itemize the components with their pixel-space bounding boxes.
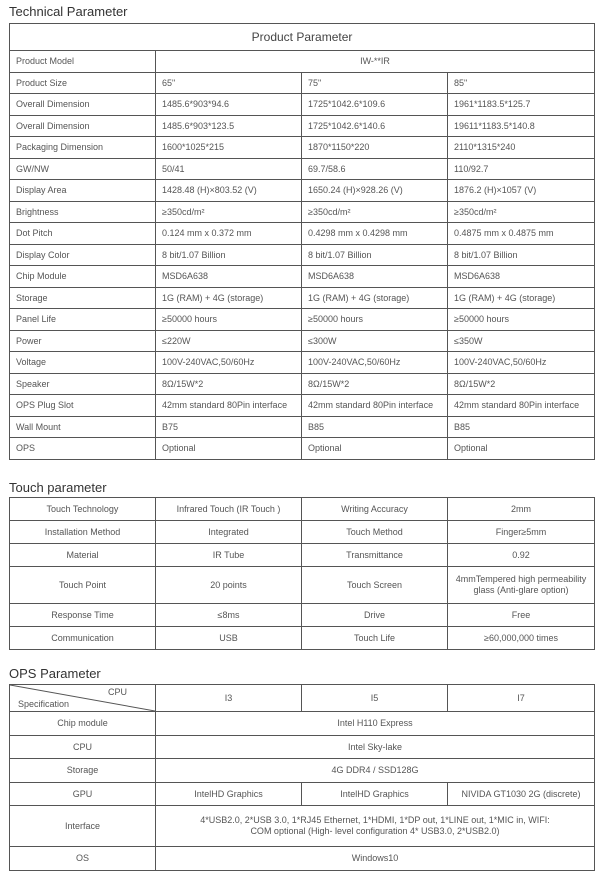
ops-value: Intel Sky-lake (156, 735, 595, 759)
technical-row-value: ≥50000 hours (302, 309, 448, 331)
touch-row (10, 498, 595, 521)
technical-row-value: 1876.2 (H)×1057 (V) (448, 180, 595, 202)
technical-row-label: Storage (10, 287, 156, 309)
technical-row-value: 1485.6*903*94.6 (156, 94, 302, 116)
technical-row (10, 373, 595, 395)
touch-value: Finger≥5mm (448, 521, 595, 544)
technical-row-value: 100V-240VAC,50/60Hz (302, 352, 448, 374)
technical-row-value: 42mm standard 80Pin interface (448, 395, 595, 417)
touch-value: USB (156, 627, 302, 650)
ops-value: IntelHD Graphics (156, 782, 302, 806)
ops-value: 4G DDR4 / SSD128G (156, 759, 595, 783)
technical-row-label: Product Size (10, 72, 156, 94)
technical-row-value: 0.4298 mm x 0.4298 mm (302, 223, 448, 245)
technical-row-value: 75" (302, 72, 448, 94)
technical-row-value: 1961*1183.5*125.7 (448, 94, 595, 116)
technical-section-title: Technical Parameter (9, 4, 128, 19)
ops-label: GPU (10, 782, 156, 806)
ops-value: Intel H110 Express (156, 712, 595, 736)
technical-row (10, 244, 595, 266)
technical-row-value: ≤300W (302, 330, 448, 352)
ops-value: Windows10 (156, 847, 595, 871)
technical-row (10, 395, 595, 417)
touch-value: Integrated (156, 521, 302, 544)
technical-row-value: 1600*1025*215 (156, 137, 302, 159)
technical-row-value: 8Ω/15W*2 (156, 373, 302, 395)
technical-row-value: 100V-240VAC,50/60Hz (448, 352, 595, 374)
touch-value: 0.92 (448, 544, 595, 567)
technical-row (10, 416, 595, 438)
touch-label: Installation Method (10, 521, 156, 544)
technical-row-value: 19611*1183.5*140.8 (448, 115, 595, 137)
ops-label: Chip module (10, 712, 156, 736)
technical-row-value: 8 bit/1.07 Billion (448, 244, 595, 266)
touch-value: IR Tube (156, 544, 302, 567)
technical-row-label: OPS Plug Slot (10, 395, 156, 417)
touch-label: Touch Point (10, 567, 156, 604)
ops-value: NIVIDA GT1030 2G (discrete) (448, 782, 595, 806)
touch-value: ≤8ms (156, 604, 302, 627)
technical-row-value: 69.7/58.6 (302, 158, 448, 180)
technical-row-value: 1G (RAM) + 4G (storage) (156, 287, 302, 309)
technical-row (10, 309, 595, 331)
technical-row-label: Wall Mount (10, 416, 156, 438)
technical-row (10, 287, 595, 309)
technical-row-label: Panel Life (10, 309, 156, 331)
technical-row-value: IW-**IR (156, 51, 595, 73)
technical-row-value: MSD6A638 (156, 266, 302, 288)
touch-label: Transmittance (302, 544, 448, 567)
technical-row-value: ≥350cd/m² (448, 201, 595, 223)
touch-value: Free (448, 604, 595, 627)
technical-row-value: Optional (302, 438, 448, 460)
technical-row-value: 1870*1150*220 (302, 137, 448, 159)
technical-table (9, 23, 595, 460)
technical-row-label: Display Color (10, 244, 156, 266)
technical-row-value: 1650.24 (H)×928.26 (V) (302, 180, 448, 202)
technical-row-label: Packaging Dimension (10, 137, 156, 159)
touch-table (9, 497, 595, 650)
technical-row-value: MSD6A638 (448, 266, 595, 288)
technical-row-value: 1G (RAM) + 4G (storage) (302, 287, 448, 309)
touch-label: Touch Method (302, 521, 448, 544)
technical-row-value: Optional (156, 438, 302, 460)
touch-value: 2mm (448, 498, 595, 521)
technical-row (10, 137, 595, 159)
technical-row-value: 65" (156, 72, 302, 94)
technical-row-value: B85 (302, 416, 448, 438)
ops-col-i7: I7 (448, 685, 595, 712)
technical-row-value: ≤350W (448, 330, 595, 352)
technical-row-label: Speaker (10, 373, 156, 395)
ops-corner-spec: Specification (18, 699, 70, 709)
touch-label: Drive (302, 604, 448, 627)
technical-row-value: 110/92.7 (448, 158, 595, 180)
technical-row (10, 201, 595, 223)
technical-row-value: B75 (156, 416, 302, 438)
touch-value: 4mmTempered high permeability glass (Anti-glare option) (448, 567, 595, 604)
technical-row-label: Chip Module (10, 266, 156, 288)
technical-row (10, 115, 595, 137)
technical-row-label: Overall Dimension (10, 94, 156, 116)
touch-section-title: Touch parameter (9, 480, 107, 495)
technical-row-value: 0.124 mm x 0.372 mm (156, 223, 302, 245)
technical-row-label: GW/NW (10, 158, 156, 180)
technical-row (10, 51, 595, 73)
technical-row-value: ≤220W (156, 330, 302, 352)
ops-label: OS (10, 847, 156, 871)
technical-row-value: MSD6A638 (302, 266, 448, 288)
technical-row-value: 42mm standard 80Pin interface (156, 395, 302, 417)
technical-row-label: Brightness (10, 201, 156, 223)
touch-label: Touch Screen (302, 567, 448, 604)
technical-row-label: Overall Dimension (10, 115, 156, 137)
technical-row-value: 8Ω/15W*2 (448, 373, 595, 395)
ops-table (9, 684, 595, 871)
technical-row-value: ≥350cd/m² (302, 201, 448, 223)
ops-col-i5: I5 (302, 685, 448, 712)
product-parameter-header: Product Parameter (10, 24, 595, 51)
technical-row-value: ≥350cd/m² (156, 201, 302, 223)
touch-label: Writing Accuracy (302, 498, 448, 521)
technical-row-value: 1725*1042.6*109.6 (302, 94, 448, 116)
ops-label: CPU (10, 735, 156, 759)
touch-value: 20 points (156, 567, 302, 604)
technical-row-label: Product Model (10, 51, 156, 73)
technical-row-value: B85 (448, 416, 595, 438)
technical-row-label: Dot Pitch (10, 223, 156, 245)
touch-row (10, 627, 595, 650)
technical-row (10, 223, 595, 245)
technical-row-label: Power (10, 330, 156, 352)
technical-row (10, 352, 595, 374)
technical-row-value: 100V-240VAC,50/60Hz (156, 352, 302, 374)
technical-row (10, 180, 595, 202)
technical-row-value: Optional (448, 438, 595, 460)
technical-row-value: 42mm standard 80Pin interface (302, 395, 448, 417)
touch-row (10, 521, 595, 544)
technical-row (10, 94, 595, 116)
technical-row-value: ≥50000 hours (156, 309, 302, 331)
touch-label: Response Time (10, 604, 156, 627)
technical-row-value: 1G (RAM) + 4G (storage) (448, 287, 595, 309)
technical-row (10, 266, 595, 288)
technical-row-value: 1725*1042.6*140.6 (302, 115, 448, 137)
technical-row-value: 0.4875 mm x 0.4875 mm (448, 223, 595, 245)
technical-row (10, 330, 595, 352)
ops-corner-cpu: CPU (107, 687, 127, 697)
technical-row-value: 50/41 (156, 158, 302, 180)
touch-value: Infrared Touch (IR Touch ) (156, 498, 302, 521)
technical-row (10, 72, 595, 94)
technical-row-label: Voltage (10, 352, 156, 374)
touch-label: Touch Technology (10, 498, 156, 521)
touch-label: Communication (10, 627, 156, 650)
technical-row-value: 8 bit/1.07 Billion (302, 244, 448, 266)
technical-row (10, 438, 595, 460)
ops-label: Storage (10, 759, 156, 783)
ops-section-title: OPS Parameter (9, 666, 101, 681)
technical-row-value: 2110*1315*240 (448, 137, 595, 159)
touch-value: ≥60,000,000 times (448, 627, 595, 650)
ops-label: Interface (10, 806, 156, 847)
technical-row-label: Display Area (10, 180, 156, 202)
technical-row-value: 8Ω/15W*2 (302, 373, 448, 395)
technical-row (10, 158, 595, 180)
technical-row-value: 1485.6*903*123.5 (156, 115, 302, 137)
ops-value: IntelHD Graphics (302, 782, 448, 806)
ops-corner-cell (10, 685, 156, 712)
ops-col-i3: I3 (156, 685, 302, 712)
touch-row (10, 567, 595, 604)
touch-row (10, 604, 595, 627)
touch-label: Touch Life (302, 627, 448, 650)
technical-row-value: 85" (448, 72, 595, 94)
technical-row-value: ≥50000 hours (448, 309, 595, 331)
technical-row-value: 1428.48 (H)×803.52 (V) (156, 180, 302, 202)
touch-label: Material (10, 544, 156, 567)
technical-row-value: 8 bit/1.07 Billion (156, 244, 302, 266)
technical-row-label: OPS (10, 438, 156, 460)
touch-row (10, 544, 595, 567)
ops-value: 4*USB2.0, 2*USB 3.0, 1*RJ45 Ethernet, 1*HDMI, 1*DP out, 1*LINE out, 1*MIC in, WIFI: COM optional (High- level configuration 4* USB3.0, 2*USB2.0) (156, 806, 595, 847)
